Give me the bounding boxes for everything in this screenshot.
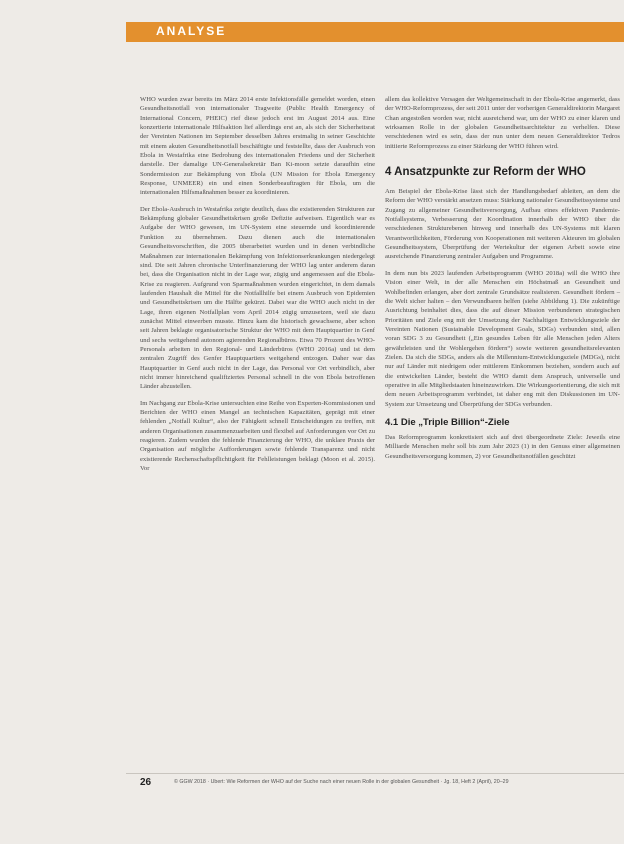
left-column bbox=[140, 95, 375, 480]
paragraph: Der Ebola-Ausbruch in Westafrika zeigte deutlich, dass die existierenden Strukturen zur Bekämpfung globaler Gesundheitskrisen große Defizite aufweisen. Eigentlich war es Aufgabe der WHO gewesen, im UN-System eine steuernde und koordinierende Funktion zu übernehmen. Dazu dienen auch die internationalen Gesundheitsvorschriften, die 2005 überarbeitet wurden und in denen verbindliche Maßnahmen zur internationalen Bekämpfung von Infektionserkrankungen niedergelegt sind. Die seit Jahren chronische Unterfinanzierung der WHO lag unter anderem daran bei, dass die Organisation nicht in der Lage war, zügig und angemessen auf die Ebola-Krise zu reagieren. Aufgrund von Sparmaßnahmen wurden eingerichtet, in dem damals laufenden Haushalt die Mittel für die Notfallhilfe bei einem Ausbruch von Epidemien und Gesundheitskrisen um die Hälfte gekürzt. Dabei war die WHO auch nicht in der Lage, ihren eigenen Notfallplan vom April 2014 zügig umzusetzen, weil sie dazu zunächst Mittel einwerben musste. Hinzu kam die historisch gewachsene, aber schon seit Jahren beklagte organisatorische Struktur der WHO mit dem Hauptquartier in Genf und sechs weitgehend autonom agierenden Regionalbüros. Etwa 70 Prozent des WHO-Personals arbeiten in den Regional- und Länderbüros (WHO 2016a) und ist dem zentralen Zugriff des Genfer Hauptquartiers weitgehend entzogen. Daher war das Hauptquartier in Genf auch nicht in der Lage, das Personal vor Ort verbindlich, aber nicht immer hinreichend qualifiziertes Personal schnell in die von Ebola betroffenen Länder abzustellen. bbox=[140, 205, 375, 391]
subsection-heading: 4.1 Die „Triple Billion“-Ziele bbox=[385, 416, 510, 428]
footer-citation: © GGW 2018 · Ubert: Wie Reformen der WHO auf der Suche nach einer neuen Rolle in der globalen Gesundheit · Jg. 18, Heft 2 (April), 20–29 bbox=[174, 779, 509, 785]
page-number: 26 bbox=[140, 777, 152, 788]
right-column bbox=[385, 95, 620, 468]
paragraph: Das Reformprogramm konkretisiert sich auf drei übergeordnete Ziele: Jeweils eine Milliarde Menschen mehr soll bis zum Jahr 2023 (1) in den Genuss einer allgemeinen Gesundheitsversorgung kommen, 2) vor Gesundheitsnotfällen geschützt bbox=[385, 433, 620, 460]
paragraph: In dem nun bis 2023 laufenden Arbeitsprogramm (WHO 2018a) will die WHO ihre Vision einer Welt, in der alle Menschen ein Höchstmaß an Gesundheit und Wohlbefinden erlangen, aber dort zentrale Grundsätze realisieren. Gesundheit fördern – die Welt sicher halten – den Verwundbaren helfen (siehe Abbildung 1). Die zukünftige Ausrichtung beinhaltet dies, dass die auf dieser Mission verbundenen strategischen Prioritäten und Ziele eng mit der Umsetzung der Nachhaltigen Entwicklungsziele der Vereinten Nationen (Sustainable Development Goals, SDGs) verbunden sind, allen voran SDG 3 zu Gesundheit („Ein gesundes Leben für alle Menschen jeden Alters gewährleisten und ihr Wohlergehen fördern“) sowie weiteren gesundheitsrelevanten Zielen. Da sich die SDGs, anders als die Millennium-Entwicklungsziele (MDGs), nicht nur auf Länder mit niedrigem oder mittlerem Einkommen beziehen, sondern auch auf die entwickelten Länder, besteht die WHO damit dem Anspruch, universelle und operative in alle Mitgliedstaaten hineinzuwirken. Die Wirkungsorientierung, die sich mit dem neuen Arbeitsprogramm verbindet, ist daher eng mit den Diskussionen im UN-System zur Umsetzung und Überprüfung der SDGs verbunden. bbox=[385, 269, 620, 408]
footer-divider bbox=[126, 773, 624, 774]
paragraph: Im Nachgang zur Ebola-Krise untersuchten eine Reihe von Experten-Kommissionen und Berichten der WHO einen Mangel an technischen Kapazitäten, geprägt mit einer fehlenden „Notfall Kultur“, also der Fähigkeit schnell Entscheidungen zu treffen, mit anderen Organisationen zusammenzuarbeiten und flexibel auf Anforderungen vor Ort zu reagieren. Zudem wurden die fehlende Finanzierung der WHO, die unklare Praxis der Organisation auf mögliche Aufforderungen sowie fehlende Transparenz und nicht existierende Rechenschaftspflichtigkeit für Fehlleistungen beklagt (Moon et al. 2015). Vor bbox=[140, 399, 375, 473]
section-label: ANALYSE bbox=[156, 24, 227, 38]
paragraph: Am Beispiel der Ebola-Krise lässt sich der Handlungsbedarf ableiten, an dem die Reform der WHO verstärkt ansetzen muss: Stärkung nationaler Gesundheitssysteme und Zugang zu allgemeiner Gesundheitsversorgung, Aufbau eines effektiven Pandemie-Notfallsystems, Verbesserung der Koordination innerhalb der WHO über die verschiedenen Strukturebenen hinweg und innerhalb des UN-Systems mit klaren Verantwortlichkeiten, Förderung von Kooperationen mit weiteren Akteuren im globalen Gesundheitssystem, Überprüfung der Wertekultur der eigenen Arbeit sowie eine ausreichende Finanzierung zentraler Aufgaben und Programme. bbox=[385, 188, 620, 261]
paragraph: WHO wurden zwar bereits im März 2014 erste Infektionsfälle gemeldet worden, einen Gesundheitsnotfall von internationaler Tragweite (Public Health Emergency of International Concern, PHEIC) rief diese jedoch erst im August 2014 aus. Eine konzertierte internationale Hilfsaktion lief allerdings erst an, als sich der Sicherheitsrat der Vereinten Nationen im September desselben Jahres erstmalig in seiner Geschichte mit einem akuten Gesundheitsnotfall beschäftigte und feststellte, dass der Ausbruch von Ebola in Westafrika eine Bedrohung des internationalen Friedens und der Sicherheit darstelle. Der damalige UN-Generalsekretär Ban Ki-moon setzte daraufhin eine Sondermission zur Bekämpfung von Ebola (UN Mission for Ebola Emergency Response, UNMEER) ein und einen Sonderbeauftragten für Ebola, um die internationalen Hilfsmaßnahmen besser zu koordinieren. bbox=[140, 96, 375, 197]
section-heading: 4 Ansatzpunkte zur Reform der WHO bbox=[385, 166, 586, 179]
paragraph: allem das kollektive Versagen der Weltgemeinschaft in der Ebola-Krise angemerkt, dass der WHO-Reformprozess, der seit 2011 unter der vorherigen Generaldirektorin Margaret Chan angestoßen worden war, nicht ausreichend war, um der WHO zu einer klaren und wirksamen Rolle in der globalen Gesundheitsarchitektur zu verhelfen. Diese verschiedenen wird es sein, dass der nun unter dem neuen Generaldirektor Tedros initiierte Reformprozess zu einer Stärkung der WHO führen wird. bbox=[385, 96, 620, 150]
